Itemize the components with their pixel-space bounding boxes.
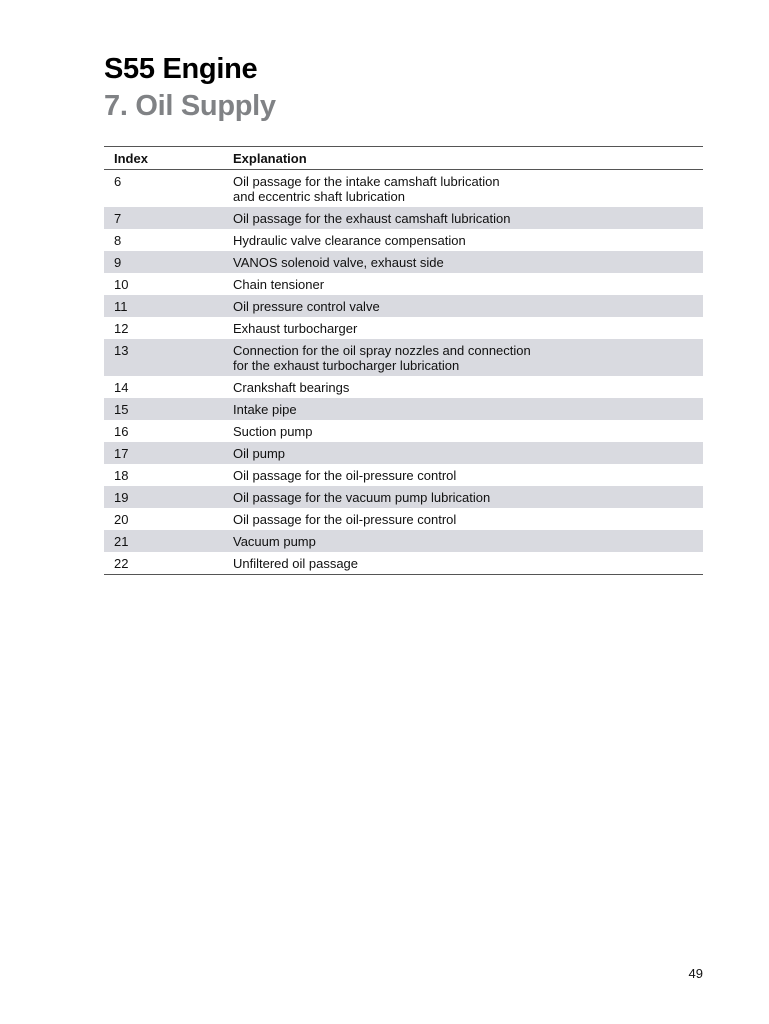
row-explanation	[233, 490, 703, 505]
table-row	[104, 464, 703, 486]
explanation-line: Oil passage for the intake camshaft lubrication	[233, 174, 500, 189]
explanation-line: Connection for the oil spray nozzles and connection	[233, 343, 531, 358]
row-explanation	[233, 255, 703, 270]
table-row	[104, 442, 703, 464]
row-index: 22	[114, 556, 129, 571]
row-index: 9	[114, 255, 122, 270]
explanation-line: Oil passage for the vacuum pump lubrication	[233, 490, 491, 505]
row-explanation	[233, 174, 703, 204]
row-explanation	[233, 299, 703, 314]
table-row	[104, 530, 703, 552]
explanation-line: Exhaust turbocharger	[233, 321, 358, 336]
row-explanation	[233, 468, 703, 483]
table-row	[104, 317, 703, 339]
table-header-row	[104, 147, 703, 170]
table-row	[104, 273, 703, 295]
row-explanation	[233, 343, 703, 373]
row-explanation	[233, 380, 703, 395]
table-row	[104, 508, 703, 530]
document-title: S55 Engine	[104, 53, 258, 85]
row-index: 17	[114, 446, 129, 461]
row-index: 21	[114, 534, 129, 549]
row-index: 18	[114, 468, 129, 483]
explanation-line: Chain tensioner	[233, 277, 325, 292]
row-index: 12	[114, 321, 129, 336]
row-explanation	[233, 402, 703, 417]
table-body	[104, 170, 703, 574]
explanation-line: Hydraulic valve clearance compensation	[233, 233, 466, 248]
table-row	[104, 376, 703, 398]
explanation-line: and eccentric shaft lubrication	[233, 189, 405, 204]
row-index: 11	[114, 299, 128, 314]
explanation-line: Oil pressure control valve	[233, 299, 380, 314]
table-row	[104, 229, 703, 251]
explanation-line: VANOS solenoid valve, exhaust side	[233, 255, 444, 270]
explanation-line: Unfiltered oil passage	[233, 556, 359, 571]
row-explanation	[233, 446, 703, 461]
row-explanation	[233, 424, 703, 439]
row-index: 14	[114, 380, 129, 395]
row-index: 19	[114, 490, 129, 505]
explanation-line: Vacuum pump	[233, 534, 316, 549]
row-explanation	[233, 534, 703, 549]
explanation-line: for the exhaust turbocharger lubrication	[233, 358, 460, 373]
explanation-line: Crankshaft bearings	[233, 380, 350, 395]
column-header-index: Index	[114, 150, 148, 166]
table-row	[104, 295, 703, 317]
table-row	[104, 398, 703, 420]
row-index: 20	[114, 512, 129, 527]
row-index: 13	[114, 343, 129, 358]
explanation-line: Oil passage for the exhaust camshaft lubrication	[233, 211, 511, 226]
row-index: 7	[114, 211, 122, 226]
row-index: 15	[114, 402, 129, 417]
page-number: 49	[688, 966, 703, 981]
row-explanation	[233, 233, 703, 248]
column-header-explanation: Explanation	[233, 150, 307, 166]
explanation-line: Intake pipe	[233, 402, 297, 417]
row-explanation	[233, 321, 703, 336]
explanation-line: Oil passage for the oil-pressure control	[233, 468, 457, 483]
table-row	[104, 339, 703, 376]
table-row	[104, 486, 703, 508]
row-explanation	[233, 277, 703, 292]
row-explanation	[233, 556, 703, 571]
table-row	[104, 207, 703, 229]
row-index: 8	[114, 233, 122, 248]
legend-table	[104, 146, 703, 575]
explanation-line: Suction pump	[233, 424, 313, 439]
row-explanation	[233, 211, 703, 226]
row-index: 10	[114, 277, 129, 292]
explanation-line: Oil passage for the oil-pressure control	[233, 512, 457, 527]
explanation-line: Oil pump	[233, 446, 286, 461]
table-row	[104, 251, 703, 273]
row-index: 16	[114, 424, 129, 439]
row-explanation	[233, 512, 703, 527]
table-row	[104, 552, 703, 574]
section-title: 7. Oil Supply	[104, 90, 276, 122]
table-row	[104, 420, 703, 442]
row-index: 6	[114, 174, 122, 189]
table-row	[104, 170, 703, 207]
